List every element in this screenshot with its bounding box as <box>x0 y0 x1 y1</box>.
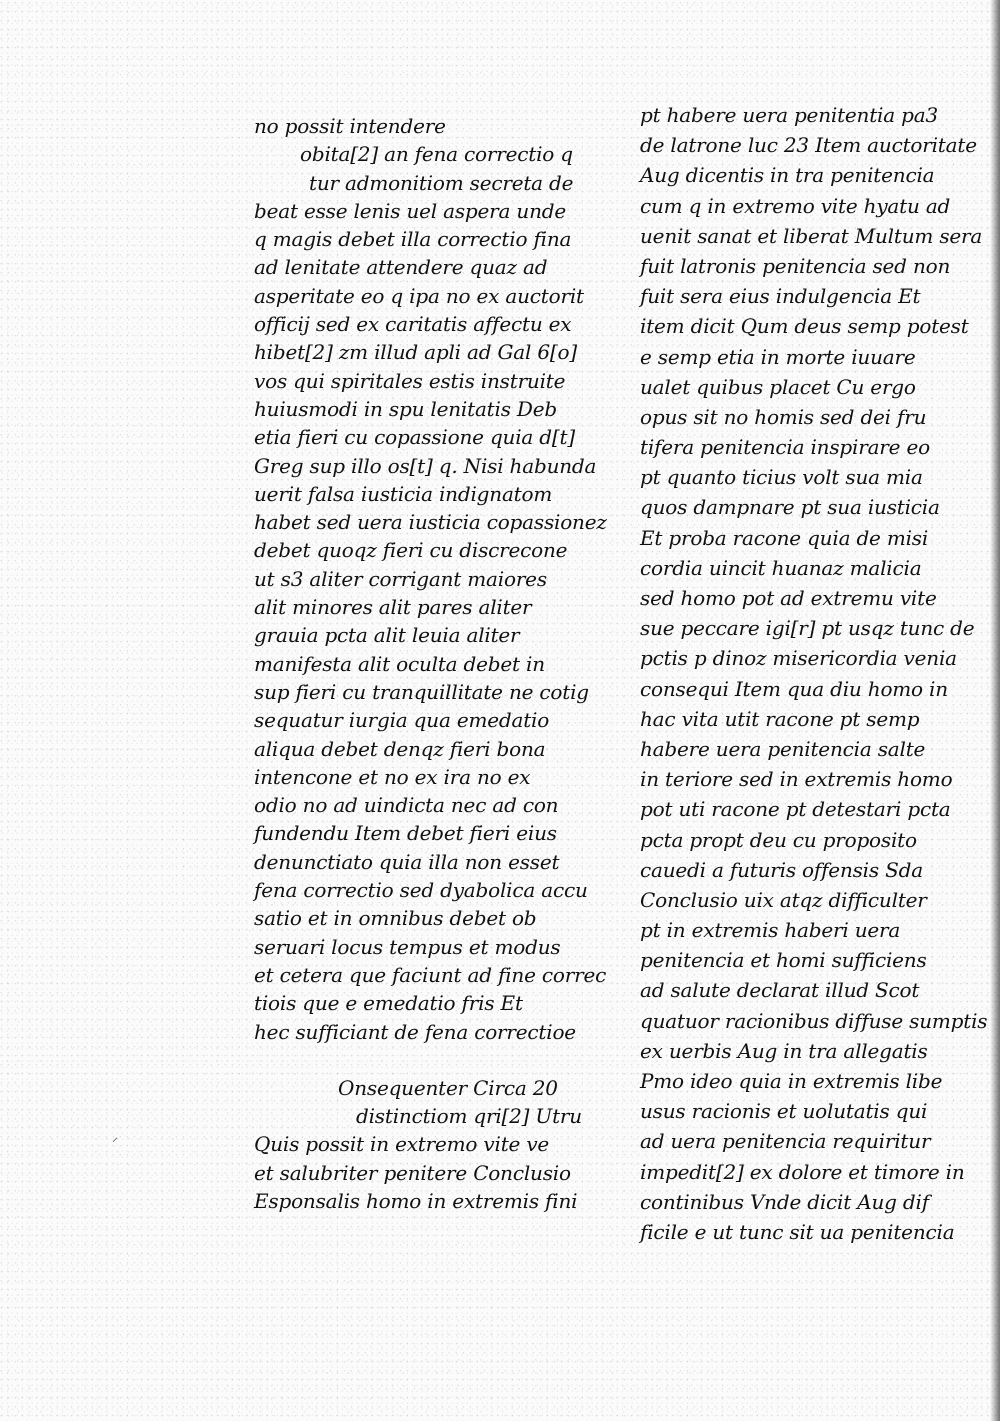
manuscript-line: ad salute declarat illud Scot <box>640 978 920 1003</box>
manuscript-line: consequi Item qua diu homo in <box>640 676 948 701</box>
manuscript-line: opus sit no homis sed dei fru <box>640 404 927 429</box>
left-text-column <box>254 112 614 1215</box>
manuscript-line: hec sufficiant de fena correctioe <box>254 1019 576 1044</box>
manuscript-line: Onsequenter Circa 20 <box>338 1075 558 1100</box>
manuscript-line: huiusmodi in spu lenitatis Deb <box>254 396 558 421</box>
manuscript-line: distinctiom qri[2] Utru <box>356 1104 582 1129</box>
right-text-column <box>640 100 988 1247</box>
margin-mark: ⸝ <box>112 1130 119 1144</box>
page-edge-shadow <box>990 0 1000 1421</box>
manuscript-line: sed homo pot ad extremu vite <box>640 586 937 610</box>
manuscript-line: fuit latronis penitencia sed non <box>640 253 951 278</box>
manuscript-line: fena correctio sed dyabolica accu <box>254 878 588 903</box>
manuscript-line: pcta propt deu cu proposito <box>640 827 917 852</box>
manuscript-line: de latrone luc 23 Item auctoritate <box>640 133 977 158</box>
manuscript-line: denunctiato quia illa non esset <box>254 849 560 874</box>
manuscript-line: sequatur iurgia qua emedatio <box>254 708 550 733</box>
manuscript-line: hibet[2] zm illud apli ad Gal 6[o] <box>254 340 577 365</box>
manuscript-line: tiois que e emedatio fris Et <box>254 991 523 1016</box>
manuscript-line: in teriore sed in extremis homo <box>640 767 953 792</box>
manuscript-line: item dicit Qum deus semp potest <box>640 314 969 339</box>
manuscript-line: beat esse lenis uel aspera unde <box>254 198 566 223</box>
manuscript-line: continibus Vnde dicit Aug dif <box>640 1189 929 1214</box>
manuscript-line: usus racionis et uolutatis qui <box>640 1099 928 1124</box>
manuscript-line: Esponsalis homo in extremis fini <box>254 1188 578 1213</box>
manuscript-line: Greg sup illo os[t] q. Nisi habunda <box>254 453 597 478</box>
manuscript-line: ex uerbis Aug in tra allegatis <box>640 1038 928 1063</box>
manuscript-line: tur admonitiom secreta de <box>309 170 574 195</box>
manuscript-line: hac vita utit racone pt semp <box>640 706 920 731</box>
manuscript-line: impedit[2] ex dolore et timore in <box>640 1159 965 1184</box>
manuscript-line: pot uti racone pt detestari pcta <box>640 797 951 822</box>
manuscript-line: vos qui spiritales estis instruite <box>254 368 566 393</box>
manuscript-line: cauedi a futuris offensis Sda <box>640 857 923 882</box>
manuscript-line: habere uera penitencia salte <box>640 736 926 761</box>
manuscript-line: intencone et no ex ira no ex <box>254 764 531 789</box>
manuscript-line: habet sed uera iusticia copassionez <box>254 510 607 535</box>
manuscript-line: Conclusio uix atqz difficulter <box>640 887 927 912</box>
manuscript-line: pt quanto ticius volt sua mia <box>640 465 923 490</box>
manuscript-line: penitencia et homi sufficiens <box>640 948 927 973</box>
manuscript-line: fuit sera eius indulgencia Et <box>640 284 921 309</box>
manuscript-line: manifesta alit oculta debet in <box>254 651 545 676</box>
manuscript-line: Aug dicentis in tra penitencia <box>640 163 935 188</box>
manuscript-line: alit minores alit pares aliter <box>254 595 532 620</box>
manuscript-line: aliqua debet denqz fieri bona <box>254 736 546 761</box>
manuscript-line: uerit falsa iusticia indignatom <box>254 481 553 506</box>
manuscript-line: ad uera penitencia requiritur <box>640 1129 931 1154</box>
manuscript-line: sup fieri cu tranquillitate ne cotig <box>254 679 589 704</box>
section-gap <box>254 1046 614 1074</box>
manuscript-line: ut s3 aliter corrigant maiores <box>254 566 547 591</box>
manuscript-line: quatuor racionibus diffuse sumptis <box>640 1008 988 1033</box>
manuscript-line: debet quoqz fieri cu discrecone <box>254 538 568 563</box>
manuscript-line: satio et in omnibus debet ob <box>254 906 537 931</box>
manuscript-line: grauia pcta alit leuia aliter <box>254 623 520 648</box>
manuscript-line: Quis possit in extremo vite ve <box>254 1132 550 1157</box>
manuscript-line: officij sed ex caritatis affectu ex <box>254 312 572 337</box>
manuscript-line: quos dampnare pt sua iusticia <box>640 495 940 520</box>
manuscript-line: et salubriter penitere Conclusio <box>254 1160 571 1185</box>
manuscript-line: Pmo ideo quia in extremis libe <box>640 1069 943 1093</box>
manuscript-line: sue peccare igi[r] pt usqz tunc de <box>640 616 975 641</box>
manuscript-line: uenit sanat et liberat Multum sera <box>640 223 983 248</box>
manuscript-line: et cetera que faciunt ad fine correc <box>254 962 607 987</box>
manuscript-line: pctis p dinoz misericordia venia <box>640 646 957 671</box>
manuscript-line: obita[2] an fena correctio q <box>300 142 573 167</box>
manuscript-line: no possit intendere <box>254 114 446 138</box>
manuscript-line: etia fieri cu copassione quia d[t] <box>254 425 575 450</box>
manuscript-line: ualet quibus placet Cu ergo <box>640 374 916 399</box>
manuscript-line: ad lenitate attendere quaz ad <box>254 255 548 280</box>
manuscript-line: fundendu Item debet fieri eius <box>254 821 557 846</box>
manuscript-line: odio no ad uindicta nec ad con <box>254 793 559 818</box>
manuscript-line: pt habere uera penitentia pa3 <box>640 103 938 127</box>
manuscript-line: Et proba racone quia de misi <box>640 525 929 550</box>
manuscript-line: asperitate eo q ipa no ex auctorit <box>254 283 584 308</box>
manuscript-line: e semp etia in morte iuuare <box>640 344 916 369</box>
manuscript-line: q magis debet illa correctio fina <box>254 227 572 252</box>
manuscript-line: tifera penitencia inspirare eo <box>640 435 930 460</box>
manuscript-line: seruari locus tempus et modus <box>254 934 561 959</box>
manuscript-line: ficile e ut tunc sit ua penitencia <box>640 1219 955 1244</box>
manuscript-line: cum q in extremo vite hyatu ad <box>640 193 951 218</box>
manuscript-line: cordia uincit huanaz malicia <box>640 555 922 580</box>
manuscript-line: pt in extremis haberi uera <box>640 918 901 943</box>
